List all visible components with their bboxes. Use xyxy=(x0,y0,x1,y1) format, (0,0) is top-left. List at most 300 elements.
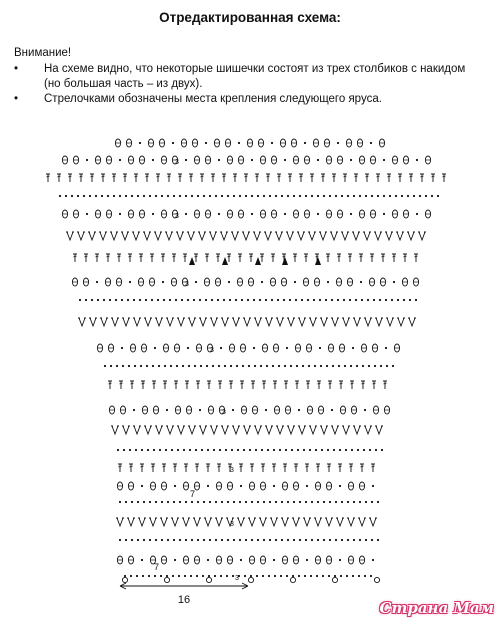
dc-stitch xyxy=(442,174,446,182)
dc-stitch xyxy=(123,174,127,182)
dc-stitch xyxy=(304,254,308,262)
chain-stitch xyxy=(239,539,241,541)
dc-stitch xyxy=(95,254,99,262)
chain-stitch xyxy=(289,299,291,301)
chain-stitch xyxy=(178,575,180,577)
v-stitch xyxy=(320,318,328,326)
chain-stitch xyxy=(202,575,204,577)
chain-stitch xyxy=(323,539,325,541)
chain-stitch xyxy=(350,213,352,215)
chain-stitch xyxy=(339,485,341,487)
chain-stitch xyxy=(325,299,327,301)
dc-stitch xyxy=(360,464,364,472)
chain-stitch xyxy=(59,195,61,197)
v-stitch xyxy=(297,232,305,240)
v-stitch xyxy=(133,426,141,434)
chain-stitch xyxy=(263,539,265,541)
chain-stitch xyxy=(322,575,324,577)
chain-stitch xyxy=(155,195,157,197)
dc-stitch xyxy=(361,381,365,389)
chain-stitch xyxy=(298,409,300,411)
mid-count-label: 7 xyxy=(190,489,196,499)
v-stitch xyxy=(292,518,300,526)
chain-stitch xyxy=(397,299,399,301)
dc-stitch xyxy=(288,174,292,182)
chain-stitch xyxy=(137,501,139,503)
chain-stitch xyxy=(338,365,340,367)
chain-stitch xyxy=(104,365,106,367)
chain-stitch xyxy=(333,449,335,451)
chain-stitch xyxy=(341,195,343,197)
chain-stitch xyxy=(203,501,205,503)
v-stitch xyxy=(210,318,218,326)
chain-stitch xyxy=(393,281,395,283)
chain-stitch xyxy=(155,501,157,503)
dc-stitch xyxy=(185,381,189,389)
v-stitch xyxy=(188,426,196,434)
chain-stitch xyxy=(319,347,321,349)
chain-stitch xyxy=(365,501,367,503)
v-stitch xyxy=(303,518,311,526)
chain-stitch xyxy=(351,449,353,451)
count-mark: 3 xyxy=(222,409,226,416)
chain-stitch xyxy=(240,485,242,487)
chain-stitch xyxy=(185,213,187,215)
chain-stitch xyxy=(197,539,199,541)
chain-stitch xyxy=(183,449,185,451)
v-stitch xyxy=(253,232,261,240)
chain-stitch xyxy=(317,501,319,503)
chain-stitch xyxy=(302,365,304,367)
chain-stitch xyxy=(227,195,229,197)
dc-stitch xyxy=(130,381,134,389)
chain-stitch xyxy=(409,299,411,301)
dc-stitch xyxy=(370,254,374,262)
chain-stitch xyxy=(303,449,305,451)
chain-stitch xyxy=(159,449,161,451)
dc-stitch xyxy=(305,464,309,472)
chain-stitch xyxy=(275,501,277,503)
chain-stitch xyxy=(284,213,286,215)
chain-stitch xyxy=(401,195,403,197)
chain-stitch xyxy=(374,365,376,367)
chain-stitch xyxy=(301,299,303,301)
chain-stitch xyxy=(228,281,230,283)
chain-stitch xyxy=(332,365,334,367)
chain-stitch xyxy=(261,281,263,283)
chain-stitch xyxy=(122,365,124,367)
dc-stitch xyxy=(354,174,358,182)
dc-stitch xyxy=(207,381,211,389)
chain-stitch xyxy=(152,213,154,215)
dc-stitch xyxy=(321,174,325,182)
v-stitch xyxy=(188,318,196,326)
chain-stitch xyxy=(173,501,175,503)
dc-stitch xyxy=(277,174,281,182)
chain-stitch xyxy=(403,299,405,301)
v-stitch xyxy=(331,426,339,434)
v-stitch xyxy=(265,426,273,434)
v-stitch xyxy=(374,232,382,240)
chain-stitch xyxy=(167,539,169,541)
chain-stitch xyxy=(115,299,117,301)
dc-stitch xyxy=(117,254,121,262)
dc-stitch xyxy=(403,254,407,262)
chain-stitch xyxy=(171,449,173,451)
chain-stitch xyxy=(256,575,258,577)
chain-stitch xyxy=(207,559,209,561)
chain-stitch xyxy=(225,449,227,451)
chain-stitch xyxy=(355,299,357,301)
dc-stitch xyxy=(57,174,61,182)
chain-stitch xyxy=(267,449,269,451)
v-stitch xyxy=(352,232,360,240)
chain-stitch xyxy=(203,195,205,197)
v-stitch xyxy=(177,318,185,326)
chain-stitch xyxy=(296,365,298,367)
chain-stitch xyxy=(121,299,123,301)
v-stitch xyxy=(221,318,229,326)
ring-stitch xyxy=(290,577,295,582)
chain-stitch xyxy=(281,539,283,541)
dc-stitch xyxy=(310,174,314,182)
chain-stitch xyxy=(340,575,342,577)
chain-stitch xyxy=(214,575,216,577)
chain-stitch xyxy=(184,575,186,577)
chain-stitch xyxy=(200,365,202,367)
chain-stitch xyxy=(386,365,388,367)
dc-stitch xyxy=(328,381,332,389)
chain-stitch xyxy=(291,449,293,451)
v-stitch xyxy=(264,232,272,240)
chain-stitch xyxy=(191,539,193,541)
chain-stitch xyxy=(278,365,280,367)
repeat-marker xyxy=(120,583,248,589)
v-stitch xyxy=(155,426,163,434)
chain-stitch xyxy=(299,539,301,541)
dc-stitch xyxy=(371,464,375,472)
chain-stitch xyxy=(173,539,175,541)
chain-stitch xyxy=(197,501,199,503)
dc-stitch xyxy=(383,381,387,389)
chain-stitch xyxy=(141,559,143,561)
v-stitch xyxy=(237,518,245,526)
chain-stitch xyxy=(335,501,337,503)
chain-stitch xyxy=(372,559,374,561)
notice-item xyxy=(14,62,488,92)
chain-stitch xyxy=(346,575,348,577)
chain-stitch xyxy=(331,409,333,411)
v-stitch xyxy=(319,232,327,240)
chain-stitch xyxy=(206,365,208,367)
chain-stitch xyxy=(215,195,217,197)
chain-stitch xyxy=(253,299,255,301)
ring-stitch xyxy=(206,577,211,582)
v-stitch xyxy=(347,518,355,526)
v-stitch xyxy=(369,518,377,526)
chain-stitch xyxy=(243,449,245,451)
chain-stitch xyxy=(107,195,109,197)
v-stitch xyxy=(122,318,130,326)
chain-stitch xyxy=(327,449,329,451)
v-stitch xyxy=(199,318,207,326)
chain-stitch xyxy=(158,365,160,367)
v-stitch xyxy=(243,426,251,434)
chain-stitch xyxy=(395,195,397,197)
dc-stitch xyxy=(173,464,177,472)
dc-stitch xyxy=(196,381,200,389)
v-stitch xyxy=(298,318,306,326)
chain-stitch xyxy=(307,299,309,301)
chain-stitch xyxy=(251,501,253,503)
v-stitch xyxy=(325,518,333,526)
chain-stitch xyxy=(131,501,133,503)
dc-stitch xyxy=(326,254,330,262)
chain-stitch xyxy=(343,299,345,301)
chain-stitch xyxy=(361,299,363,301)
ring-stitch xyxy=(332,577,337,582)
chain-stitch xyxy=(147,449,149,451)
chain-stitch xyxy=(191,195,193,197)
v-stitch xyxy=(242,232,250,240)
chain-stitch xyxy=(215,501,217,503)
chain-stitch xyxy=(383,213,385,215)
chain-stitch xyxy=(360,281,362,283)
chain-stitch xyxy=(219,449,221,451)
chain-stitch xyxy=(369,449,371,451)
chain-stitch xyxy=(89,195,91,197)
v-stitch xyxy=(100,318,108,326)
chain-stitch xyxy=(327,281,329,283)
chain-stitch xyxy=(130,575,132,577)
chain-stitch xyxy=(129,281,131,283)
chain-stitch xyxy=(227,501,229,503)
v-stitch xyxy=(364,426,372,434)
dc-stitch xyxy=(79,174,83,182)
chain-stitch xyxy=(127,299,129,301)
chain-stitch xyxy=(188,365,190,367)
chain-stitch xyxy=(261,449,263,451)
chain-stitch xyxy=(160,575,162,577)
chain-stitch xyxy=(266,365,268,367)
chain-stitch xyxy=(155,539,157,541)
v-stitch xyxy=(78,318,86,326)
chain-stitch xyxy=(190,575,192,577)
bullet: • xyxy=(14,93,19,105)
v-stitch xyxy=(232,318,240,326)
chain-stitch xyxy=(328,575,330,577)
dc-stitch xyxy=(295,381,299,389)
chain-stitch xyxy=(260,365,262,367)
v-stitch xyxy=(210,426,218,434)
dc-stitch xyxy=(229,381,233,389)
chain-stitch xyxy=(373,299,375,301)
chain-stitch xyxy=(86,159,88,161)
chain-stitch xyxy=(265,299,267,301)
chain-stitch xyxy=(311,195,313,197)
chain-stitch xyxy=(345,449,347,451)
count-mark: 3 xyxy=(185,281,189,288)
count-mark: 3 xyxy=(230,467,234,474)
chain-stitch xyxy=(334,575,336,577)
chain-stitch xyxy=(161,195,163,197)
v-stitch xyxy=(198,232,206,240)
chain-stitch xyxy=(273,485,275,487)
repeat-count-label: 16 xyxy=(177,594,191,606)
chain-stitch xyxy=(313,299,315,301)
chain-stitch xyxy=(391,299,393,301)
chain-stitch xyxy=(425,195,427,197)
chain-stitch xyxy=(323,195,325,197)
attach-arrow xyxy=(222,257,228,265)
chain-stitch xyxy=(251,213,253,215)
chain-stitch xyxy=(240,559,242,561)
chain-stitch xyxy=(139,299,141,301)
chain-stitch xyxy=(151,299,153,301)
chain-stitch xyxy=(103,299,105,301)
chain-stitch xyxy=(203,539,205,541)
chain-stitch xyxy=(305,501,307,503)
dc-stitch xyxy=(161,254,165,262)
ring-stitch xyxy=(374,577,379,582)
chain-stitch xyxy=(311,501,313,503)
chain-stitch xyxy=(353,501,355,503)
v-stitch xyxy=(221,426,229,434)
chain-stitch xyxy=(356,365,358,367)
v-stitch xyxy=(254,426,262,434)
chain-stitch xyxy=(344,365,346,367)
chain-stitch xyxy=(370,575,372,577)
chain-stitch xyxy=(381,449,383,451)
chain-stitch xyxy=(187,347,189,349)
v-stitch xyxy=(286,232,294,240)
chain-stitch xyxy=(263,501,265,503)
chain-stitch xyxy=(271,142,273,144)
dc-stitch xyxy=(238,254,242,262)
notice-block xyxy=(14,46,488,107)
chain-stitch xyxy=(189,449,191,451)
dc-stitch xyxy=(189,174,193,182)
chain-stitch xyxy=(316,575,318,577)
chain-stitch xyxy=(97,299,99,301)
dc-stitch xyxy=(240,381,244,389)
chain-stitch xyxy=(383,195,385,197)
dc-stitch xyxy=(409,174,413,182)
dc-stitch xyxy=(195,464,199,472)
chain-stitch xyxy=(239,501,241,503)
chain-stitch xyxy=(364,575,366,577)
chain-stitch xyxy=(293,195,295,197)
v-stitch xyxy=(275,232,283,240)
v-stitch xyxy=(231,232,239,240)
chain-stitch xyxy=(419,195,421,197)
chain-stitch xyxy=(287,501,289,503)
chain-stitch xyxy=(269,195,271,197)
chain-stitch xyxy=(85,299,87,301)
chain-stitch xyxy=(299,501,301,503)
v-stitch xyxy=(276,318,284,326)
chain-stitch xyxy=(379,299,381,301)
chain-stitch xyxy=(251,159,253,161)
v-stitch xyxy=(122,426,130,434)
v-stitch xyxy=(287,426,295,434)
chain-stitch xyxy=(218,213,220,215)
dc-stitch xyxy=(316,464,320,472)
chain-stitch xyxy=(143,195,145,197)
chain-stitch xyxy=(152,365,154,367)
chain-stitch xyxy=(337,299,339,301)
chain-stitch xyxy=(141,485,143,487)
notice-heading: Внимание! xyxy=(14,47,72,59)
v-stitch xyxy=(353,426,361,434)
chain-stitch xyxy=(166,409,168,411)
chain-stitch xyxy=(207,449,209,451)
v-stitch xyxy=(215,518,223,526)
dc-stitch xyxy=(381,254,385,262)
chain-stitch xyxy=(209,539,211,541)
chain-stitch xyxy=(370,142,372,144)
chain-stitch xyxy=(352,575,354,577)
chain-stitch xyxy=(196,575,198,577)
chain-stitch xyxy=(217,299,219,301)
chain-stitch xyxy=(305,195,307,197)
chain-stitch xyxy=(371,501,373,503)
chain-stitch xyxy=(146,365,148,367)
chain-stitch xyxy=(317,213,319,215)
chain-stitch xyxy=(363,449,365,451)
dc-stitch xyxy=(392,254,396,262)
v-stitch xyxy=(155,318,163,326)
v-stitch xyxy=(171,518,179,526)
chain-stitch xyxy=(315,449,317,451)
chain-stitch xyxy=(77,195,79,197)
dc-stitch xyxy=(106,254,110,262)
chain-stitch xyxy=(136,575,138,577)
v-stitch xyxy=(89,318,97,326)
chain-stitch xyxy=(353,195,355,197)
dc-stitch xyxy=(244,174,248,182)
v-stitch xyxy=(418,232,426,240)
ring-stitch xyxy=(122,577,127,582)
dc-stitch xyxy=(183,254,187,262)
chain-stitch xyxy=(230,365,232,367)
chain-stitch xyxy=(128,365,130,367)
dc-stitch xyxy=(273,381,277,389)
dc-stitch xyxy=(431,174,435,182)
dc-stitch xyxy=(118,464,122,472)
chain-stitch xyxy=(281,195,283,197)
v-stitch xyxy=(358,518,366,526)
v-stitch xyxy=(276,426,284,434)
chain-stitch xyxy=(187,299,189,301)
chain-stitch xyxy=(211,299,213,301)
chain-stitch xyxy=(245,195,247,197)
v-stitch xyxy=(143,232,151,240)
dc-stitch xyxy=(200,174,204,182)
chain-stitch xyxy=(280,575,282,577)
chain-stitch xyxy=(247,299,249,301)
v-stitch xyxy=(298,426,306,434)
chain-stitch xyxy=(339,559,341,561)
chain-stitch xyxy=(237,449,239,451)
chain-stitch xyxy=(314,365,316,367)
chain-stitch xyxy=(287,539,289,541)
dc-stitch xyxy=(420,174,424,182)
dc-stitch xyxy=(249,254,253,262)
chain-stitch xyxy=(209,501,211,503)
chain-stitch xyxy=(185,195,187,197)
v-stitch xyxy=(407,232,415,240)
